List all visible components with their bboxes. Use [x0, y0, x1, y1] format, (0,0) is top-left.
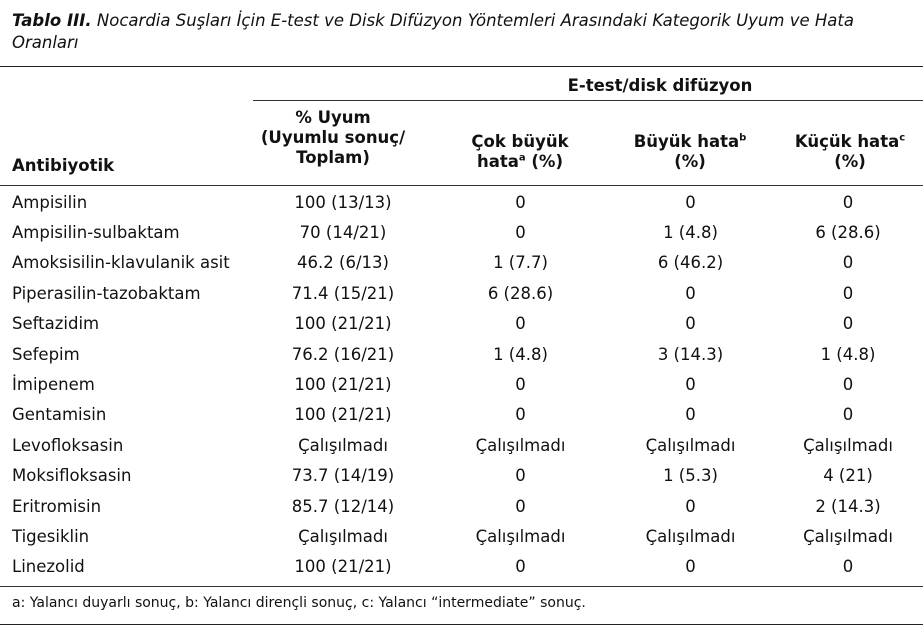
header-minor-error [780, 132, 920, 172]
header-antibiotic: Antibiyotik [12, 156, 115, 175]
very-major-error-cell: 0 [515, 466, 526, 486]
header-very-major-line1: Çok büyük [471, 132, 569, 151]
table-caption-label: Tablo III. [12, 11, 92, 30]
antibiotic-cell: Eritromisin [12, 496, 102, 516]
very-major-error-cell: 0 [515, 314, 526, 334]
major-error-cell: 3 (14.3) [657, 344, 724, 364]
group-header-underline [253, 100, 923, 101]
minor-error-cell: 1 (4.8) [820, 344, 876, 364]
header-minor-word: Küçük hata [794, 132, 900, 151]
antibiotic-cell: Seftazidim [12, 314, 100, 334]
table-row [0, 400, 923, 430]
minor-error-cell: 4 (21) [823, 466, 873, 486]
minor-error-cell: 0 [842, 192, 854, 212]
very-major-error-cell: 0 [515, 223, 526, 243]
table-row [0, 552, 923, 582]
major-error-cell: Çalışılmadı [645, 526, 736, 546]
minor-error-cell: 0 [842, 253, 854, 273]
header-minor-line1 [780, 132, 920, 152]
very-major-error-cell: 0 [515, 375, 526, 395]
agreement-cell: 100 (21/21) [294, 557, 392, 577]
header-very-major-unit: (%) [525, 152, 563, 171]
table-row [0, 248, 923, 278]
major-error-cell: 0 [685, 496, 696, 516]
header-major-line2: (%) [674, 152, 706, 171]
header-major-word: Büyük hata [633, 132, 740, 151]
very-major-error-cell: 0 [515, 496, 526, 516]
antibiotic-cell: Gentamisin [12, 405, 107, 425]
results-table [0, 187, 923, 582]
minor-error-cell: 6 (28.6) [815, 223, 881, 243]
footnote-marker-c: c [899, 132, 906, 144]
antibiotic-cell: Piperasilin-tazobaktam [12, 283, 201, 303]
agreement-cell: 100 (21/21) [294, 314, 392, 334]
top-rule [0, 66, 923, 67]
agreement-cell: 73.7 (14/19) [291, 466, 395, 486]
major-error-cell: 1 (4.8) [663, 223, 718, 243]
results-table-body [0, 187, 923, 582]
very-major-error-cell: 6 (28.6) [487, 283, 554, 303]
minor-error-cell: 2 (14.3) [815, 496, 881, 516]
agreement-cell: 70 (14/21) [299, 223, 387, 243]
agreement-cell: 85.7 (12/14) [291, 496, 395, 516]
agreement-cell: 100 (21/21) [294, 375, 392, 395]
header-very-major-line2 [450, 152, 590, 172]
minor-error-cell: Çalışılmadı [803, 435, 893, 455]
very-major-error-cell: 0 [515, 192, 526, 212]
minor-error-cell: 0 [842, 375, 854, 395]
table-row [0, 339, 923, 369]
group-header: E-test/disk difüzyon [567, 76, 753, 95]
agreement-cell: Çalışılmadı [298, 435, 388, 455]
header-major-error [620, 132, 760, 172]
agreement-cell: Çalışılmadı [298, 526, 388, 546]
very-major-error-cell: 0 [515, 557, 526, 577]
header-agreement-line2: (Uyumlu sonuç/ [260, 128, 406, 147]
agreement-cell: 71.4 (15/21) [291, 283, 395, 303]
major-error-cell: 0 [685, 283, 696, 303]
major-error-cell: 1 (5.3) [663, 466, 718, 486]
antibiotic-cell: Levofloksasin [12, 435, 124, 455]
table-row [0, 217, 923, 247]
header-very-major-error [450, 132, 590, 172]
footer-rule [0, 624, 923, 625]
agreement-cell: 100 (21/21) [294, 405, 392, 425]
major-error-cell: 6 (46.2) [657, 253, 724, 273]
minor-error-cell: 0 [842, 283, 854, 303]
table-row [0, 309, 923, 339]
header-minor-line2: (%) [834, 152, 866, 171]
antibiotic-cell: Ampisilin-sulbaktam [12, 223, 180, 243]
very-major-error-cell: Çalışılmadı [475, 435, 566, 455]
table-row [0, 278, 923, 308]
footnote-marker-b: b [739, 132, 747, 144]
antibiotic-cell: İmipenem [12, 375, 95, 395]
very-major-error-cell: 1 (7.7) [493, 253, 548, 273]
minor-error-cell: 0 [842, 314, 854, 334]
minor-error-cell: 0 [842, 405, 854, 425]
table-row [0, 491, 923, 521]
header-rule [0, 185, 923, 186]
header-major-line1 [620, 132, 760, 152]
footnote-marker-a: a [518, 152, 526, 164]
table-caption [12, 10, 912, 54]
table-row [0, 461, 923, 491]
table-footnote: a: Yalancı duyarlı sonuç, b: Yalancı dirençli sonuç, c: Yalancı “intermediate” sonuç. [12, 595, 586, 611]
antibiotic-cell: Sefepim [12, 344, 80, 364]
major-error-cell: 0 [685, 192, 696, 212]
table-row [0, 369, 923, 399]
antibiotic-cell: Linezolid [12, 557, 85, 577]
very-major-error-cell: 0 [515, 405, 526, 425]
header-very-major-word: hata [476, 152, 519, 171]
table-row [0, 430, 923, 460]
table-row [0, 187, 923, 217]
agreement-cell: 100 (13/13) [294, 192, 392, 212]
antibiotic-cell: Amoksisilin-klavulanik asit [12, 253, 230, 273]
table-caption-text: Nocardia Suşları İçin E-test ve Disk Difüzyon Yöntemleri Arasındaki Kategorik Uyum ve Hata Oranları [12, 11, 854, 52]
major-error-cell: Çalışılmadı [645, 435, 736, 455]
antibiotic-cell: Tigesiklin [12, 526, 90, 546]
major-error-cell: 0 [685, 405, 696, 425]
major-error-cell: 0 [685, 314, 696, 334]
minor-error-cell: Çalışılmadı [803, 526, 893, 546]
agreement-cell: 46.2 (6/13) [297, 253, 389, 273]
bottom-rule [0, 586, 923, 587]
major-error-cell: 0 [685, 557, 696, 577]
very-major-error-cell: Çalışılmadı [475, 526, 566, 546]
very-major-error-cell: 1 (4.8) [493, 344, 548, 364]
header-agreement-line1: % Uyum [295, 108, 371, 127]
antibiotic-cell: Moksifloksasin [12, 466, 132, 486]
major-error-cell: 0 [685, 375, 696, 395]
agreement-cell: 76.2 (16/21) [291, 344, 395, 364]
table-row [0, 521, 923, 551]
header-agreement-line3: Toplam) [296, 148, 370, 167]
header-agreement [258, 108, 408, 168]
minor-error-cell: 0 [842, 557, 854, 577]
antibiotic-cell: Ampisilin [12, 192, 88, 212]
